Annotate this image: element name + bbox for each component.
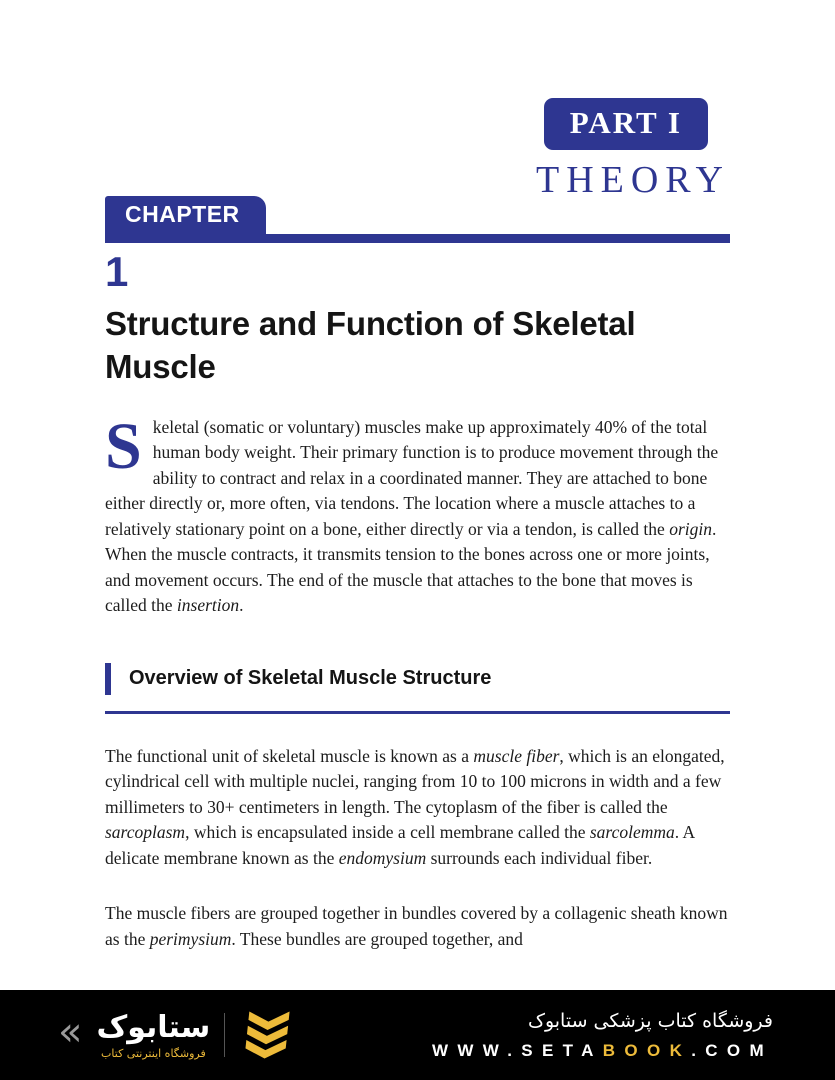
part-badge-label: PART I [569,105,682,140]
logo-name: ستابوک [96,1009,211,1045]
section-rule [105,711,730,714]
chevron-stack-icon [237,1009,298,1061]
logo-divider [224,1013,225,1057]
url-prefix: WWW.SETA [431,1040,603,1060]
double-angle-icon: « [58,1009,83,1055]
footer-info [432,1010,773,1061]
chapter-label: CHAPTER [125,201,240,227]
body-paragraph: The functional unit of skeletal muscle is known as a muscle fiber, which is an elongated, cylindrical cell with multiple nuclei, ranging from 10 to 100 microns in width and a few millimeters to 30+ centimeters in length. The cytoplasm of the fiber is called the sarcoplasm, which is encapsulated inside a cell membrane called the sarcolemma. A delicate membrane known as the endomysium surrounds each individual fiber. [105,745,725,868]
logo-text-block [96,1011,210,1060]
store-tagline: فروشگاه کتاب پزشکی ستابوک [527,1009,773,1032]
section-heading [105,663,730,695]
website-url [432,1041,773,1061]
part-title: THEORY [536,159,730,201]
url-highlight: BOOK [602,1040,692,1060]
section-accent-bar [105,663,111,695]
dropcap-letter: S [105,409,142,483]
publisher-logo [58,1009,295,1061]
intro-paragraph [105,409,730,619]
section-heading-text: Overview of Skeletal Muscle Structure [129,667,492,690]
body-paragraph: The muscle fibers are grouped together in bundles covered by a collagenic sheath known as the perimysium. These bundles are grouped together, and [105,903,728,949]
url-suffix: .COM [691,1040,773,1060]
intro-text: keletal (somatic or voluntary) muscles make up approximately 40% of the total human body weight. Their primary function is to produce movement through the ability to contract and relax in a coordinated manner. They are attached to bone either directly or, more often, via tendons. The location where a muscle attaches to a relatively stationary point on a bone, either directly or via a tendon, is called the origin. When the muscle contracts, it transmits tension to the bones across one or more joints, and movement occurs. The end of the muscle that attaches to the bone that moves is called the insertion. [105,416,719,616]
chapter-title: Structure and Function of Skeletal Muscle [105,305,636,385]
footer [0,990,835,1080]
chapter-tab [105,196,266,234]
part-header [536,98,730,202]
chapter-number: 1 [105,248,129,295]
page-content [105,196,730,952]
chapter-rule [105,234,730,243]
logo-subtitle: فروشگاه اینترنتی کتاب [101,1046,206,1060]
part-badge [544,98,708,150]
